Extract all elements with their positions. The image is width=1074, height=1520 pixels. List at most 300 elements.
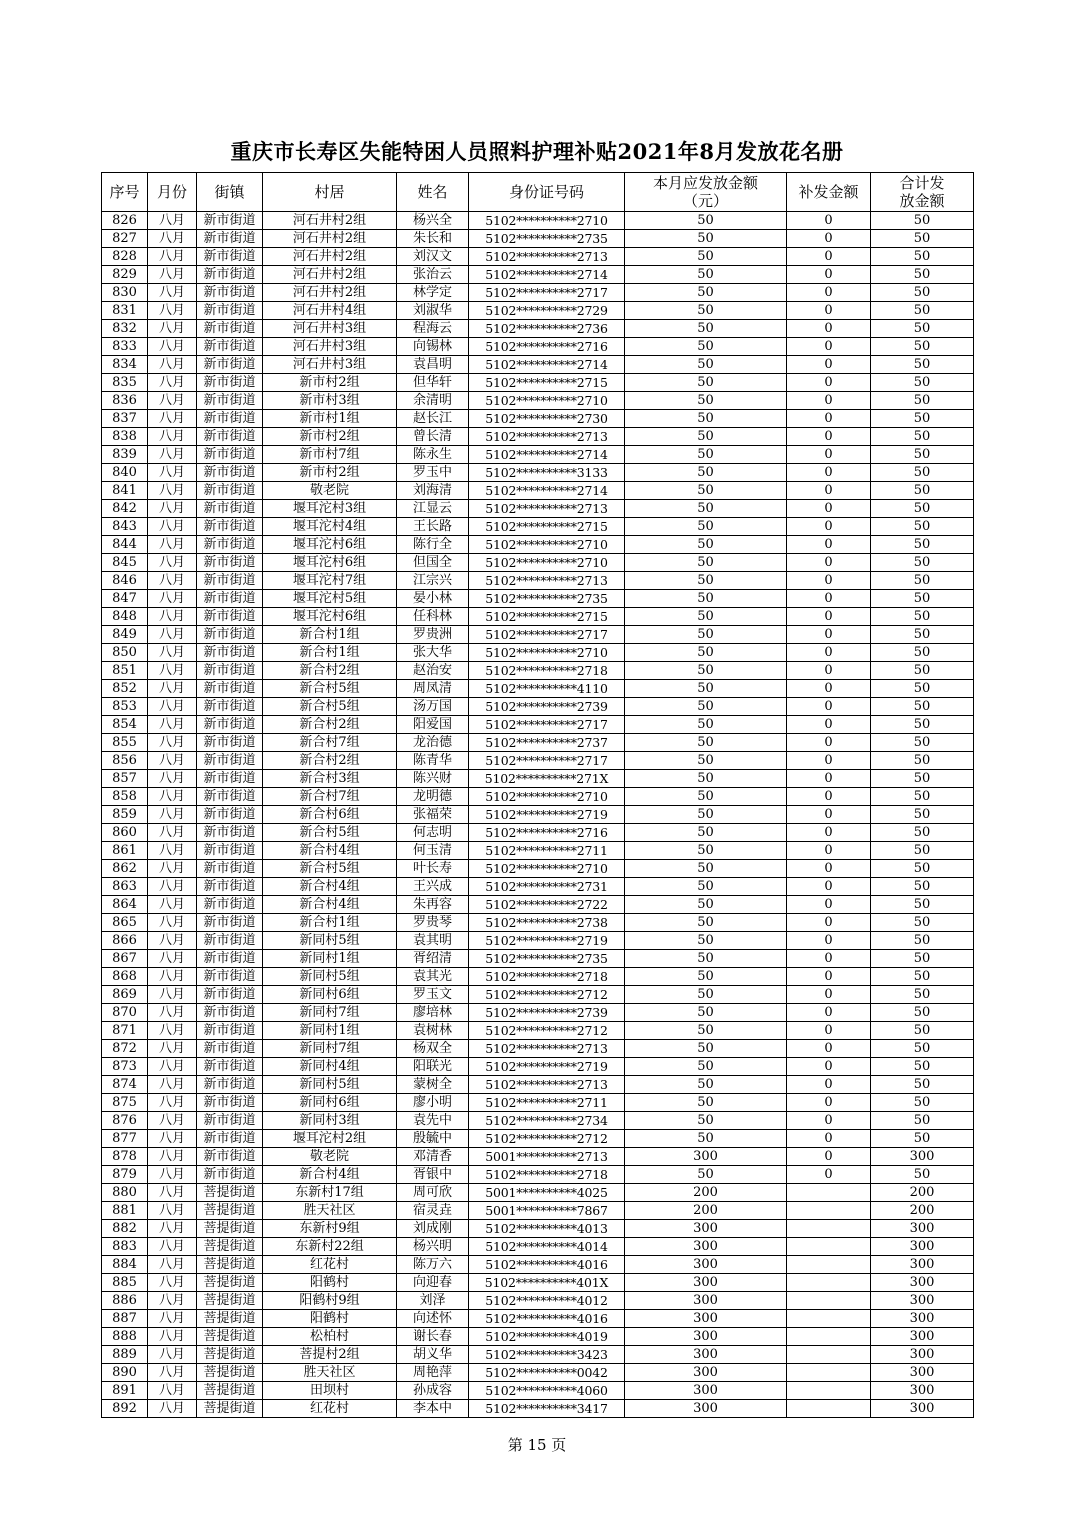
cell-serial: 870	[102, 1004, 148, 1022]
cell-back-pay: 0	[787, 1112, 871, 1130]
cell-serial: 854	[102, 716, 148, 734]
cell-back-pay: 0	[787, 644, 871, 662]
table-row	[102, 500, 974, 518]
cell-subdistrict: 新市街道	[197, 1058, 263, 1076]
cell-name: 王长路	[397, 518, 469, 536]
cell-village: 新同村1组	[263, 950, 397, 968]
cell-total-amount: 50	[871, 842, 974, 860]
cell-monthly-amount: 50	[625, 878, 787, 896]
cell-village: 新同村6组	[263, 1094, 397, 1112]
col-header-total-amount: 合计发放金额	[871, 173, 974, 212]
cell-total-amount: 50	[871, 320, 974, 338]
cell-serial: 864	[102, 896, 148, 914]
cell-village: 河石井村2组	[263, 212, 397, 230]
cell-monthly-amount: 50	[625, 482, 787, 500]
cell-monthly-amount: 300	[625, 1364, 787, 1382]
cell-monthly-amount: 300	[625, 1310, 787, 1328]
cell-total-amount: 50	[871, 374, 974, 392]
cell-total-amount: 300	[871, 1382, 974, 1400]
cell-name: 江显云	[397, 500, 469, 518]
cell-name: 朱再容	[397, 896, 469, 914]
cell-serial: 842	[102, 500, 148, 518]
cell-total-amount: 50	[871, 266, 974, 284]
cell-back-pay: 0	[787, 482, 871, 500]
cell-village: 敬老院	[263, 482, 397, 500]
cell-name: 陈行全	[397, 536, 469, 554]
cell-subdistrict: 新市街道	[197, 248, 263, 266]
cell-back-pay	[787, 1256, 871, 1274]
cell-name: 罗玉中	[397, 464, 469, 482]
cell-month: 八月	[148, 1184, 197, 1202]
cell-monthly-amount: 50	[625, 824, 787, 842]
cell-id-number: 5102**********2711	[469, 1094, 625, 1112]
cell-serial: 840	[102, 464, 148, 482]
cell-name: 曾长清	[397, 428, 469, 446]
cell-subdistrict: 新市街道	[197, 626, 263, 644]
cell-back-pay: 0	[787, 284, 871, 302]
cell-id-number: 5102**********4013	[469, 1220, 625, 1238]
cell-name: 阳联光	[397, 1058, 469, 1076]
cell-back-pay: 0	[787, 1004, 871, 1022]
cell-name: 叶长寿	[397, 860, 469, 878]
cell-serial: 863	[102, 878, 148, 896]
cell-back-pay	[787, 1382, 871, 1400]
cell-subdistrict: 新市街道	[197, 878, 263, 896]
cell-back-pay: 0	[787, 662, 871, 680]
cell-village: 新同村4组	[263, 1058, 397, 1076]
cell-id-number: 5102**********2718	[469, 662, 625, 680]
cell-id-number: 5102**********2722	[469, 896, 625, 914]
cell-id-number: 5102**********2717	[469, 284, 625, 302]
cell-subdistrict: 新市街道	[197, 896, 263, 914]
cell-name: 孙成容	[397, 1382, 469, 1400]
cell-serial: 869	[102, 986, 148, 1004]
page-number: 第 15 页	[507, 1436, 567, 1454]
cell-serial: 846	[102, 572, 148, 590]
cell-month: 八月	[148, 1220, 197, 1238]
cell-back-pay: 0	[787, 1040, 871, 1058]
cell-month: 八月	[148, 1238, 197, 1256]
cell-back-pay	[787, 1202, 871, 1220]
cell-month: 八月	[148, 770, 197, 788]
cell-back-pay: 0	[787, 374, 871, 392]
col-header-village: 村居	[263, 173, 397, 212]
cell-month: 八月	[148, 626, 197, 644]
cell-id-number: 5102**********2739	[469, 698, 625, 716]
cell-back-pay	[787, 1238, 871, 1256]
cell-total-amount: 50	[871, 410, 974, 428]
cell-name: 胡义华	[397, 1346, 469, 1364]
cell-subdistrict: 新市街道	[197, 1148, 263, 1166]
table-row	[102, 1364, 974, 1382]
cell-village: 新合村5组	[263, 680, 397, 698]
cell-total-amount: 50	[871, 1058, 974, 1076]
cell-total-amount: 50	[871, 1112, 974, 1130]
cell-serial: 851	[102, 662, 148, 680]
cell-back-pay: 0	[787, 806, 871, 824]
cell-serial: 868	[102, 968, 148, 986]
cell-total-amount: 50	[871, 950, 974, 968]
cell-subdistrict: 新市街道	[197, 806, 263, 824]
cell-serial: 838	[102, 428, 148, 446]
cell-back-pay: 0	[787, 1076, 871, 1094]
cell-serial: 883	[102, 1238, 148, 1256]
cell-back-pay: 0	[787, 410, 871, 428]
cell-monthly-amount: 50	[625, 320, 787, 338]
cell-subdistrict: 新市街道	[197, 230, 263, 248]
cell-back-pay: 0	[787, 1166, 871, 1184]
table-row	[102, 302, 974, 320]
cell-id-number: 5102**********271X	[469, 770, 625, 788]
cell-back-pay: 0	[787, 518, 871, 536]
cell-village: 堰耳沱村6组	[263, 536, 397, 554]
col-header-subdistrict: 街镇	[197, 173, 263, 212]
table-row	[102, 1400, 974, 1418]
cell-monthly-amount: 300	[625, 1292, 787, 1310]
col-header-name: 姓名	[397, 173, 469, 212]
cell-back-pay: 0	[787, 572, 871, 590]
cell-village: 新同村7组	[263, 1040, 397, 1058]
cell-subdistrict: 新市街道	[197, 1094, 263, 1112]
cell-serial: 867	[102, 950, 148, 968]
table-row	[102, 1256, 974, 1274]
cell-back-pay: 0	[787, 356, 871, 374]
cell-monthly-amount: 300	[625, 1400, 787, 1418]
cell-month: 八月	[148, 230, 197, 248]
cell-monthly-amount: 50	[625, 932, 787, 950]
cell-month: 八月	[148, 608, 197, 626]
table-row	[102, 320, 974, 338]
cell-monthly-amount: 300	[625, 1328, 787, 1346]
cell-village: 新合村1组	[263, 644, 397, 662]
cell-total-amount: 50	[871, 1040, 974, 1058]
cell-name: 罗贵洲	[397, 626, 469, 644]
cell-name: 杨兴全	[397, 212, 469, 230]
cell-village: 新合村6组	[263, 806, 397, 824]
cell-total-amount: 50	[871, 518, 974, 536]
cell-subdistrict: 菩提街道	[197, 1274, 263, 1292]
cell-back-pay	[787, 1346, 871, 1364]
cell-monthly-amount: 50	[625, 1130, 787, 1148]
cell-serial: 881	[102, 1202, 148, 1220]
cell-total-amount: 50	[871, 428, 974, 446]
cell-id-number: 5102**********2712	[469, 1130, 625, 1148]
cell-monthly-amount: 50	[625, 752, 787, 770]
cell-month: 八月	[148, 878, 197, 896]
cell-name: 程海云	[397, 320, 469, 338]
cell-id-number: 5102**********2737	[469, 734, 625, 752]
cell-monthly-amount: 50	[625, 500, 787, 518]
cell-village: 河石井村4组	[263, 302, 397, 320]
cell-subdistrict: 菩提街道	[197, 1310, 263, 1328]
cell-month: 八月	[148, 1346, 197, 1364]
cell-month: 八月	[148, 662, 197, 680]
cell-month: 八月	[148, 914, 197, 932]
table-row	[102, 842, 974, 860]
cell-total-amount: 300	[871, 1148, 974, 1166]
cell-serial: 833	[102, 338, 148, 356]
cell-monthly-amount: 50	[625, 554, 787, 572]
cell-total-amount: 50	[871, 230, 974, 248]
cell-back-pay: 0	[787, 536, 871, 554]
cell-back-pay: 0	[787, 338, 871, 356]
cell-monthly-amount: 50	[625, 338, 787, 356]
cell-village: 河石井村3组	[263, 356, 397, 374]
cell-name: 蒙树全	[397, 1076, 469, 1094]
cell-subdistrict: 新市街道	[197, 410, 263, 428]
cell-id-number: 5102**********2710	[469, 554, 625, 572]
cell-total-amount: 50	[871, 932, 974, 950]
cell-monthly-amount: 50	[625, 842, 787, 860]
cell-total-amount: 50	[871, 1130, 974, 1148]
table-row	[102, 1238, 974, 1256]
cell-back-pay: 0	[787, 770, 871, 788]
cell-total-amount: 50	[871, 608, 974, 626]
cell-total-amount: 50	[871, 212, 974, 230]
cell-village: 新同村6组	[263, 986, 397, 1004]
cell-month: 八月	[148, 1274, 197, 1292]
cell-month: 八月	[148, 1364, 197, 1382]
cell-subdistrict: 新市街道	[197, 932, 263, 950]
cell-village: 堰耳沱村4组	[263, 518, 397, 536]
cell-serial: 874	[102, 1076, 148, 1094]
cell-village: 胜天社区	[263, 1202, 397, 1220]
cell-month: 八月	[148, 806, 197, 824]
cell-name: 刘淑华	[397, 302, 469, 320]
cell-month: 八月	[148, 950, 197, 968]
cell-month: 八月	[148, 752, 197, 770]
cell-serial: 852	[102, 680, 148, 698]
table-row	[102, 1094, 974, 1112]
cell-subdistrict: 新市街道	[197, 986, 263, 1004]
cell-total-amount: 300	[871, 1328, 974, 1346]
cell-name: 胥绍清	[397, 950, 469, 968]
table-row	[102, 338, 974, 356]
cell-total-amount: 50	[871, 698, 974, 716]
cell-monthly-amount: 50	[625, 374, 787, 392]
cell-month: 八月	[148, 1022, 197, 1040]
cell-monthly-amount: 50	[625, 518, 787, 536]
cell-village: 新市村2组	[263, 374, 397, 392]
cell-monthly-amount: 300	[625, 1382, 787, 1400]
cell-monthly-amount: 50	[625, 446, 787, 464]
cell-village: 新合村7组	[263, 788, 397, 806]
cell-village: 东新村17组	[263, 1184, 397, 1202]
table-row	[102, 608, 974, 626]
cell-village: 河石井村2组	[263, 266, 397, 284]
cell-month: 八月	[148, 1328, 197, 1346]
table-row	[102, 752, 974, 770]
cell-subdistrict: 新市街道	[197, 572, 263, 590]
cell-serial: 834	[102, 356, 148, 374]
cell-name: 但华轩	[397, 374, 469, 392]
cell-total-amount: 300	[871, 1220, 974, 1238]
cell-back-pay: 0	[787, 824, 871, 842]
table-row	[102, 464, 974, 482]
cell-name: 邓清香	[397, 1148, 469, 1166]
cell-monthly-amount: 50	[625, 1076, 787, 1094]
cell-id-number: 5102**********2714	[469, 266, 625, 284]
table-row	[102, 986, 974, 1004]
table-row	[102, 554, 974, 572]
table-row	[102, 860, 974, 878]
cell-subdistrict: 菩提街道	[197, 1400, 263, 1418]
cell-month: 八月	[148, 1148, 197, 1166]
cell-monthly-amount: 300	[625, 1238, 787, 1256]
cell-monthly-amount: 50	[625, 230, 787, 248]
cell-monthly-amount: 50	[625, 212, 787, 230]
table-row	[102, 1382, 974, 1400]
cell-village: 新市村3组	[263, 392, 397, 410]
cell-id-number: 5001**********7867	[469, 1202, 625, 1220]
cell-id-number: 5102**********4019	[469, 1328, 625, 1346]
cell-total-amount: 300	[871, 1292, 974, 1310]
table-row	[102, 374, 974, 392]
cell-back-pay: 0	[787, 500, 871, 518]
table-row	[102, 1274, 974, 1292]
table-row	[102, 230, 974, 248]
cell-serial: 826	[102, 212, 148, 230]
cell-back-pay: 0	[787, 1022, 871, 1040]
cell-serial: 830	[102, 284, 148, 302]
cell-month: 八月	[148, 338, 197, 356]
cell-monthly-amount: 50	[625, 356, 787, 374]
cell-total-amount: 300	[871, 1256, 974, 1274]
cell-total-amount: 200	[871, 1202, 974, 1220]
cell-total-amount: 50	[871, 590, 974, 608]
cell-total-amount: 300	[871, 1400, 974, 1418]
cell-back-pay	[787, 1310, 871, 1328]
col-header-id-number: 身份证号码	[469, 173, 625, 212]
cell-monthly-amount: 50	[625, 410, 787, 428]
cell-id-number: 5102**********2729	[469, 302, 625, 320]
cell-monthly-amount: 200	[625, 1184, 787, 1202]
table-row	[102, 1346, 974, 1364]
cell-month: 八月	[148, 410, 197, 428]
cell-subdistrict: 菩提街道	[197, 1202, 263, 1220]
cell-name: 刘成刚	[397, 1220, 469, 1238]
cell-subdistrict: 新市街道	[197, 842, 263, 860]
cell-name: 晏小林	[397, 590, 469, 608]
cell-village: 新合村4组	[263, 1166, 397, 1184]
cell-id-number: 5102**********2719	[469, 806, 625, 824]
cell-name: 向锡林	[397, 338, 469, 356]
cell-serial: 850	[102, 644, 148, 662]
cell-monthly-amount: 50	[625, 590, 787, 608]
cell-monthly-amount: 50	[625, 464, 787, 482]
cell-name: 袁昌明	[397, 356, 469, 374]
cell-name: 殷毓中	[397, 1130, 469, 1148]
cell-serial: 884	[102, 1256, 148, 1274]
cell-total-amount: 50	[871, 482, 974, 500]
cell-total-amount: 50	[871, 500, 974, 518]
table-row	[102, 392, 974, 410]
col-header-month: 月份	[148, 173, 197, 212]
cell-serial: 879	[102, 1166, 148, 1184]
cell-total-amount: 50	[871, 680, 974, 698]
cell-total-amount: 50	[871, 752, 974, 770]
cell-id-number: 5102**********2719	[469, 1058, 625, 1076]
cell-subdistrict: 新市街道	[197, 698, 263, 716]
cell-serial: 839	[102, 446, 148, 464]
cell-id-number: 5102**********2713	[469, 248, 625, 266]
table-row	[102, 878, 974, 896]
cell-name: 阳爱国	[397, 716, 469, 734]
cell-village: 敬老院	[263, 1148, 397, 1166]
cell-back-pay: 0	[787, 626, 871, 644]
cell-total-amount: 50	[871, 356, 974, 374]
cell-serial: 862	[102, 860, 148, 878]
cell-village: 新合村4组	[263, 878, 397, 896]
cell-serial: 861	[102, 842, 148, 860]
cell-back-pay: 0	[787, 986, 871, 1004]
cell-month: 八月	[148, 482, 197, 500]
cell-back-pay: 0	[787, 896, 871, 914]
cell-name: 陈万六	[397, 1256, 469, 1274]
table-row	[102, 896, 974, 914]
cell-subdistrict: 菩提街道	[197, 1256, 263, 1274]
cell-back-pay: 0	[787, 248, 871, 266]
cell-id-number: 5102**********2711	[469, 842, 625, 860]
cell-month: 八月	[148, 374, 197, 392]
cell-back-pay	[787, 1184, 871, 1202]
cell-month: 八月	[148, 554, 197, 572]
table-row	[102, 410, 974, 428]
cell-serial: 827	[102, 230, 148, 248]
cell-monthly-amount: 50	[625, 1004, 787, 1022]
cell-name: 江宗兴	[397, 572, 469, 590]
cell-village: 河石井村2组	[263, 248, 397, 266]
cell-subdistrict: 新市街道	[197, 824, 263, 842]
cell-village: 新合村4组	[263, 896, 397, 914]
cell-subdistrict: 新市街道	[197, 338, 263, 356]
cell-subdistrict: 新市街道	[197, 1004, 263, 1022]
cell-back-pay	[787, 1220, 871, 1238]
cell-name: 张治云	[397, 266, 469, 284]
cell-month: 八月	[148, 1076, 197, 1094]
cell-id-number: 5102**********2710	[469, 392, 625, 410]
cell-id-number: 5102**********2712	[469, 986, 625, 1004]
cell-village: 河石井村2组	[263, 230, 397, 248]
cell-month: 八月	[148, 1112, 197, 1130]
cell-village: 新合村2组	[263, 662, 397, 680]
cell-total-amount: 50	[871, 896, 974, 914]
cell-id-number: 5102**********4060	[469, 1382, 625, 1400]
cell-serial: 829	[102, 266, 148, 284]
cell-village: 堰耳沱村7组	[263, 572, 397, 590]
cell-monthly-amount: 50	[625, 662, 787, 680]
cell-total-amount: 300	[871, 1238, 974, 1256]
cell-name: 余清明	[397, 392, 469, 410]
cell-subdistrict: 新市街道	[197, 392, 263, 410]
col-header-back-pay: 补发金额	[787, 173, 871, 212]
cell-back-pay: 0	[787, 320, 871, 338]
cell-name: 刘汉文	[397, 248, 469, 266]
cell-name: 朱长和	[397, 230, 469, 248]
cell-name: 龙明德	[397, 788, 469, 806]
cell-village: 新合村5组	[263, 698, 397, 716]
cell-monthly-amount: 50	[625, 734, 787, 752]
cell-name: 周凤清	[397, 680, 469, 698]
cell-id-number: 5102**********2735	[469, 950, 625, 968]
cell-subdistrict: 菩提街道	[197, 1364, 263, 1382]
cell-back-pay: 0	[787, 266, 871, 284]
cell-subdistrict: 新市街道	[197, 320, 263, 338]
cell-total-amount: 50	[871, 464, 974, 482]
cell-subdistrict: 新市街道	[197, 752, 263, 770]
table-row	[102, 626, 974, 644]
cell-serial: 832	[102, 320, 148, 338]
